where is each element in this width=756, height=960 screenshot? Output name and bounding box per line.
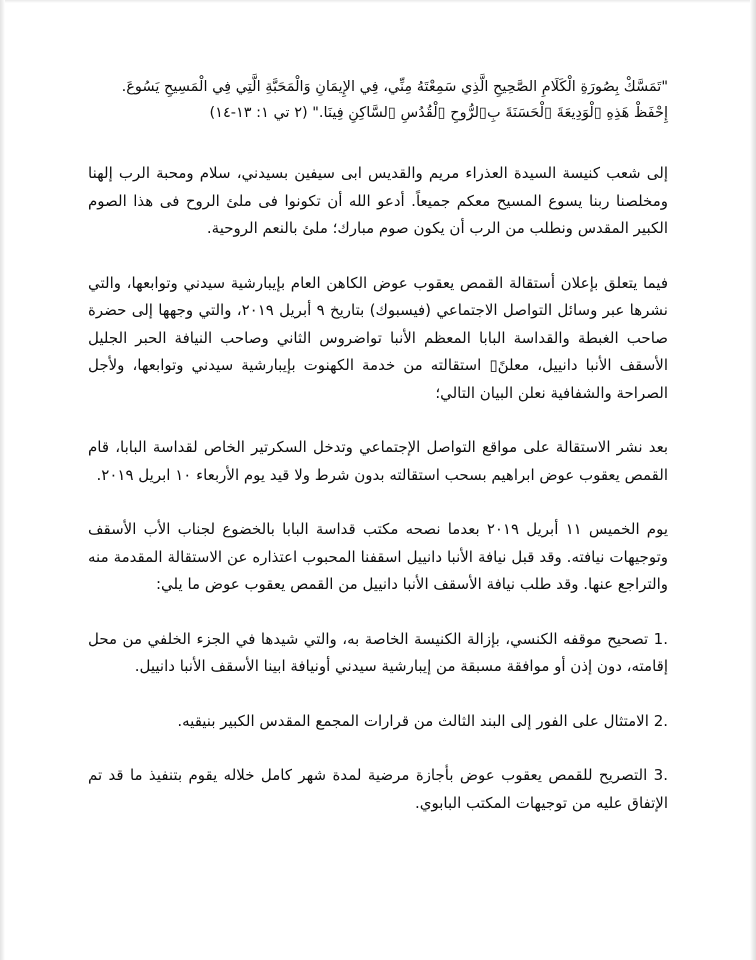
scripture-quote-line-1: "تَمَسَّكْ بِصُورَةِ الْكَلَامِ الصَّحِيحِ الَّذِي سَمِعْتَهُ مِنِّي، فِي الإِيمَانِ وَالْمَحَبَّةِ الَّتِي فِي الْمَسِيحِ يَسُوعَ. (121, 79, 668, 95)
list-item-number: 1. (653, 629, 668, 648)
list-item-text: تصحيح موقفه الكنسي، بإزالة الكنيسة الخاصة به، والتي شيدها في الجزء الخلفي من محل إقامته، دون إذن أو موافقة مسبقة من إيبارشية سيدني أونيافة ابينا الأسقف الأنبا دانييل. (88, 629, 668, 675)
paragraph-greeting: إلى شعب كنيسة السيدة العذراء مريم والقديس ابى سيفين بسيدني، سلام ومحبة الرب إلهنا ومخلصنا ربنا يسوع المسيح معكم جميعاً. أدعو الله أن تكونوا فى ملئ الروح فى هذا الصوم الكبير المقدس ونطلب من الرب أن يكون صوم مبارك؛ ملئ بالنعم الروحية. (88, 164, 668, 237)
scripture-quote-line-2: إِحْفَظْ هَذِهِ ▯لْوَدِيعَةَ ▯لْحَسَنَةَ بِ▯لرُّوحِ ▯لْقُدُسِ ▯لسَّاكِنِ فِينَا." (٢ تي ١: ١٣-١٤) (209, 105, 668, 121)
document-body (88, 74, 668, 844)
list-item-text: الامتثال على الفور إلى البند الثالث من قرارات المجمع المقدس الكبير بنيقيه. (177, 711, 649, 730)
list-item (88, 626, 668, 681)
list-item-text: التصريح للقمص يعقوب عوض بأجازة مرضية لمدة شهر كامل خلاله يقوم بتنفيذ ما قد تم الإتفاق عليه من توجيهات المكتب البابوي. (88, 766, 668, 812)
page-edge-right (750, 0, 756, 960)
page-edge-top (0, 0, 756, 3)
paragraph-withdrawal: بعد نشر الاستقالة على مواقع التواصل الإجتماعي وتدخل السكرتير الخاص لقداسة البابا، قام القمص يعقوب عوض ابراهيم بسحب استقالته بدون شرط ولا قيد يوم الأربعاء ١٠ ابريل ٢٠١٩. (88, 438, 668, 484)
scripture-quote (88, 74, 668, 126)
requirements-list (88, 626, 668, 818)
list-item (88, 762, 668, 817)
list-item-number: 2. (653, 711, 668, 730)
page-edge-left (0, 0, 5, 960)
list-item-number: 3. (653, 766, 668, 784)
paragraph-resignation-announcement: فيما يتعلق بإعلان أستقالة القمص يعقوب عوض الكاهن العام بإيبارشية سيدني وتوابعها، والتي نشرها عبر وسائل التواصل الاجتماعي (فيسبوك) بتاريخ ٩ أبريل ٢٠١٩، والتي وجهها إلى حضرة صاحب الغبطة والقداسة البابا المعظم الأنبا تواضروس الثاني وصاحب النيافة الحبر الجليل الأسقف الأنبا دانييل، معلنً▯ استقالته من خدمة الكهنوت بإيبارشية سيدني وتوابعها، ولأجل الصراحة والشفافية نعلن البيان التالي؛ (88, 273, 668, 402)
paragraph-bishop-request: يوم الخميس ١١ أبريل ٢٠١٩ بعدما نصحه مكتب قداسة البابا بالخضوع لجناب الأب الأسقف وتوجيهات نيافته. وقد قبل نيافة الأنبا دانييل اسقفنا المحبوب اعتذاره عن الاستقالة المقدمة منه والتراجع عنها. وقد طلب نيافة الأسقف الأنبا دانييل من القمص يعقوب عوض ما يلي: (88, 520, 668, 593)
list-item (88, 708, 668, 736)
